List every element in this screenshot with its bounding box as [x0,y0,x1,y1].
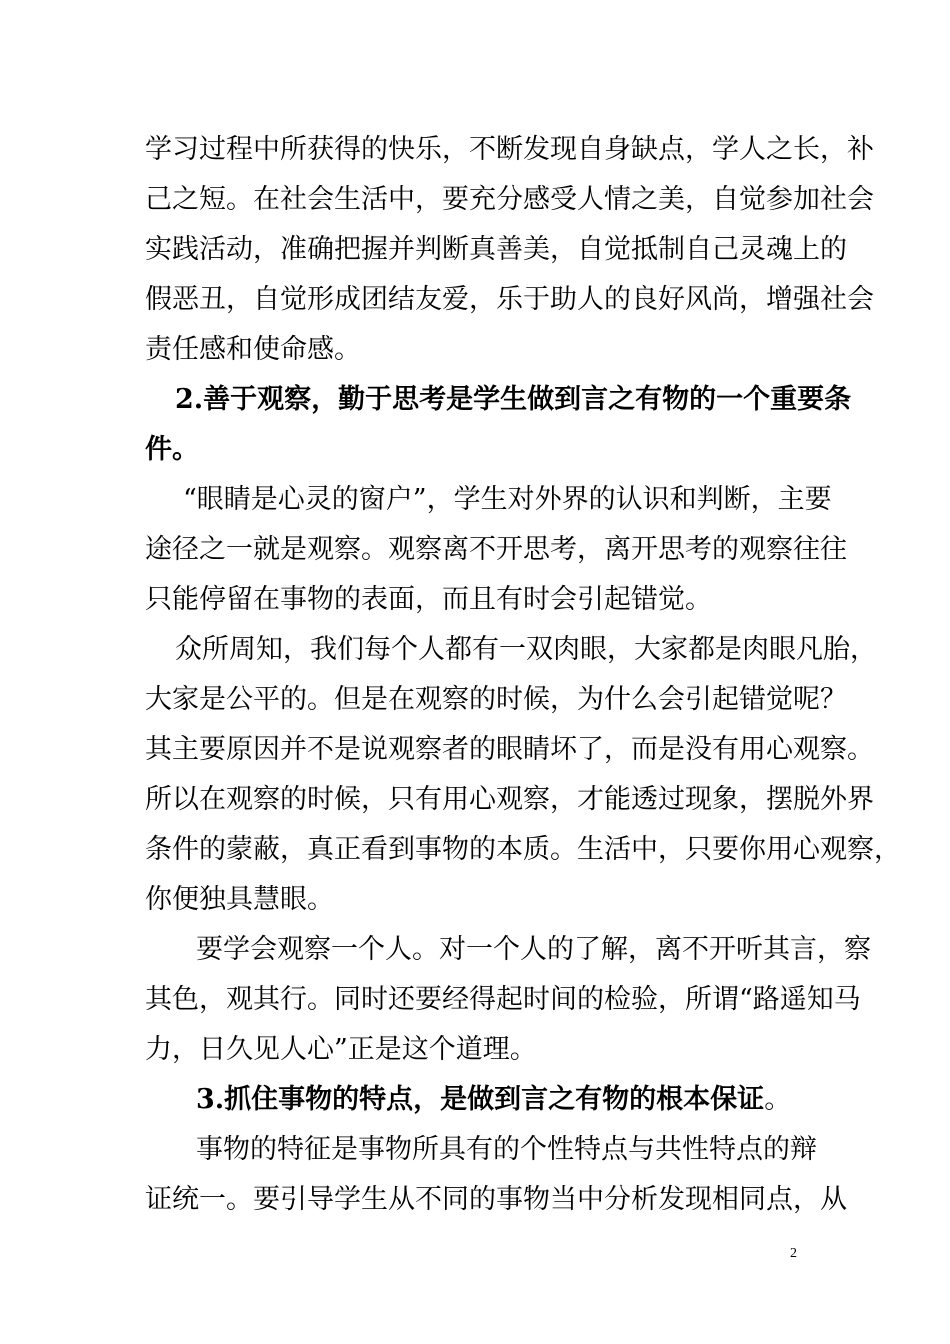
text-line-19: 力，日久见人心”正是这个道理。 [145,1034,537,1065]
section-heading-2-cont: 件。 [145,434,199,465]
section-heading-3-line [196,1082,791,1118]
text-line-1: 学习过程中所获得的快乐，不断发现自身缺点，学人之长，补 [145,134,874,165]
text-line-5: 责任感和使命感。 [145,334,361,365]
text-line-11: 众所周知，我们每个人都有一双肉眼，大家都是肉眼凡胎， [175,634,877,665]
text-line-3: 实践活动，准确把握并判断真善美，自觉抵制自己灵魂上的 [145,234,847,265]
section-heading-3-period: 。 [764,1084,792,1115]
text-line-14: 所以在观察的时候，只有用心观察，才能透过现象，摆脱外界 [145,784,874,815]
text-line-17: 要学会观察一个人。对一个人的了解，离不开听其言，察 [196,934,871,965]
text-line-13: 其主要原因并不是说观察者的眼睛坏了，而是没有用心观察。 [145,734,874,765]
text-line-8: “眼睛是心灵的窗户”，学生对外界的认识和判断，主要 [183,484,832,515]
page-number: 2 [790,1246,797,1261]
section-heading-3: 3.抓住事物的特点，是做到言之有物的根本保证 [196,1084,765,1115]
text-line-18: 其色，观其行。同时还要经得起时间的检验，所谓“路遥知马 [145,984,861,1015]
text-line-4: 假恶丑，自觉形成团结友爱，乐于助人的良好风尚，增强社会 [145,284,874,315]
text-line-21: 事物的特征是事物所具有的个性特点与共性特点的辩 [196,1134,817,1165]
text-line-2: 己之短。在社会生活中，要充分感受人情之美，自觉参加社会 [145,184,874,215]
text-line-9: 途径之一就是观察。观察离不开思考，离开思考的观察往往 [145,534,847,565]
text-line-22: 证统一。要引导学生从不同的事物当中分析发现相同点，从 [145,1184,847,1215]
text-line-16: 你便独具慧眼。 [145,884,334,915]
text-line-12: 大家是公平的。但是在观察的时候，为什么会引起错觉呢？ [145,684,847,715]
text-line-10: 只能停留在事物的表面，而且有时会引起错觉。 [145,584,712,615]
section-heading-2: 2.善于观察，勤于思考是学生做到言之有物的一个重要条 [175,384,852,415]
text-line-15: 条件的蒙蔽，真正看到事物的本质。生活中，只要你用心观察， [145,834,901,865]
